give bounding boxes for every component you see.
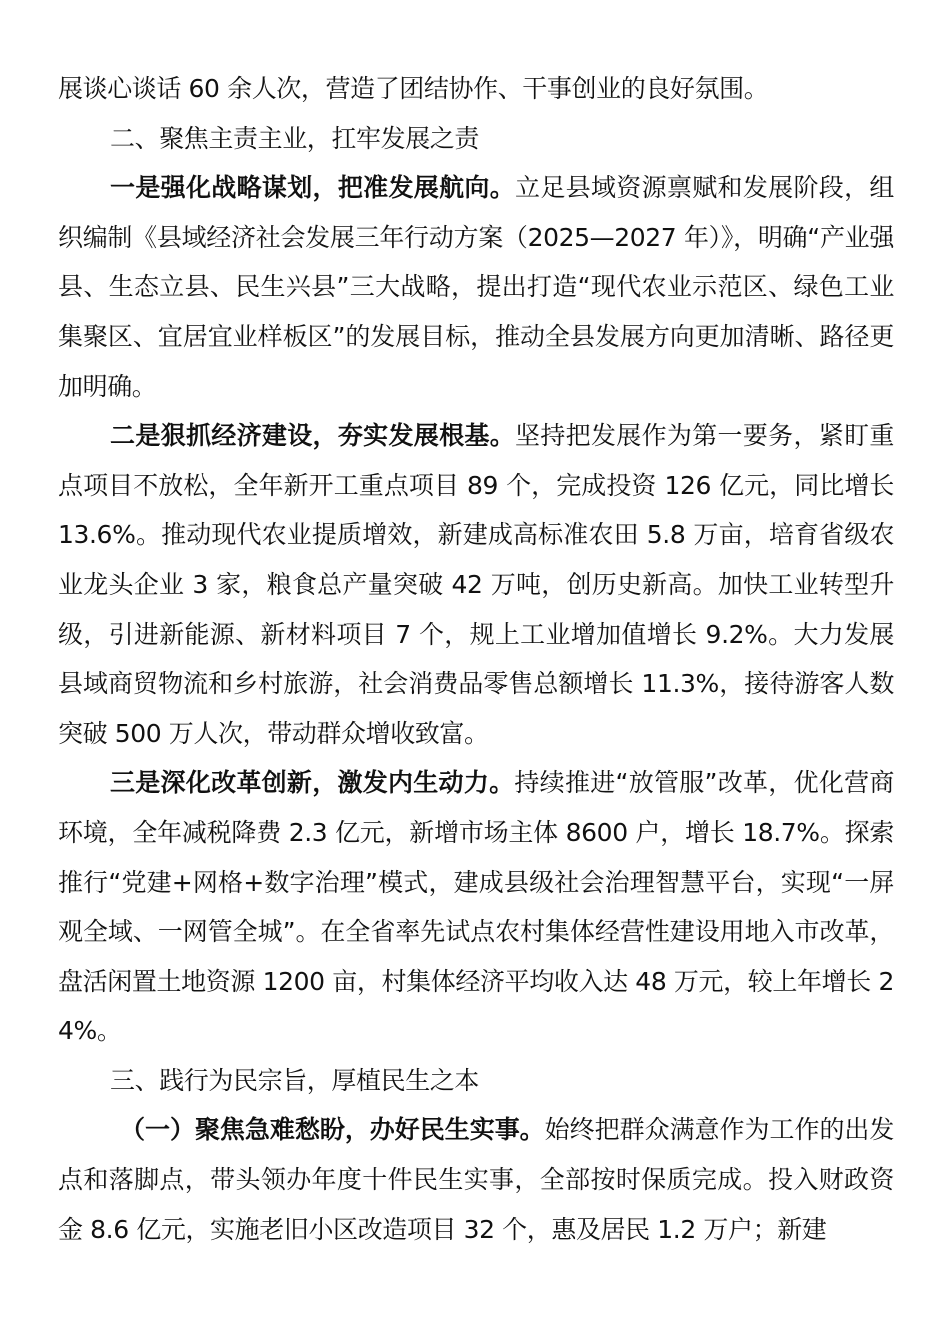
section-heading-two (58, 114, 894, 164)
paragraph-text: 展谈心谈话 60 余人次，营造了团结协作、干事创业的良好氛围。 (58, 74, 769, 103)
section-heading-three (58, 1056, 894, 1106)
heading-text: 二、聚焦主责主业，扛牢发展之责 (110, 123, 480, 153)
item-text: 立足县域资源禀赋和发展阶段，组织编制《县域经济社会发展三年行动方案（2025—2027 年）》，明确“产业强县、生态立县、民生兴县”三大战略，提出打造“现代农业示范区、绿色工业集聚区、宜居宜业样板区”的发展目标，推动全县发展方向更加清晰、路径更加明确。 (58, 173, 894, 401)
subitem-livelihood-projects (58, 1105, 894, 1254)
item-strategy-planning (58, 163, 894, 411)
item-lead: 一是强化战略谋划，把准发展航向。 (110, 173, 516, 203)
item-lead: 二是狠抓经济建设，夯实发展根基。 (110, 421, 516, 451)
subitem-lead: （一）聚焦急难愁盼，办好民生实事。 (120, 1115, 545, 1145)
item-lead: 三是深化改革创新，激发内生动力。 (110, 768, 515, 798)
item-economic-construction (58, 411, 894, 758)
paragraph-continuation (58, 64, 894, 114)
document-page (58, 64, 894, 1254)
item-text: 持续推进“放管服”改革，优化营商环境，全年减税降费 2.3 亿元，新增市场主体 8600 户，增长 18.7%。探索推行“党建+网格+数字治理”模式，建成县级社会治理智慧平台，实现“一屏观全域、一网管全城”。在全省率先试点农村集体经营性建设用地入市改革，盘活闲置土地资源 1200 亩，村集体经济平均收入达 48 万元，较上年增长 24%。 (58, 768, 894, 1046)
subitem-text: 始终把群众满意作为工作的出发点和落脚点，带头领办年度十件民生实事，全部按时保质完成。投入财政资金 8.6 亿元，实施老旧小区改造项目 32 个，惠及居民 1.2 万户；新建 (58, 1115, 895, 1244)
item-reform-innovation (58, 758, 894, 1056)
item-text: 坚持把发展作为第一要务，紧盯重点项目不放松，全年新开工重点项目 89 个，完成投资 126 亿元，同比增长 13.6%。推动现代农业提质增效，新建成高标准农田 5.8 万亩，培育省级农业龙头企业 3 家，粮食总产量突破 42 万吨，创历史新高。加快工业转型升级，引进新能源、新材料项目 7 个，规上工业增加值增长 9.2%。大力发展县域商贸物流和乡村旅游，社会消费品零售总额增长 11.3%，接待游客人数突破 500 万人次，带动群众增收致富。 (58, 421, 894, 748)
heading-text: 三、践行为民宗旨，厚植民生之本 (110, 1065, 480, 1095)
